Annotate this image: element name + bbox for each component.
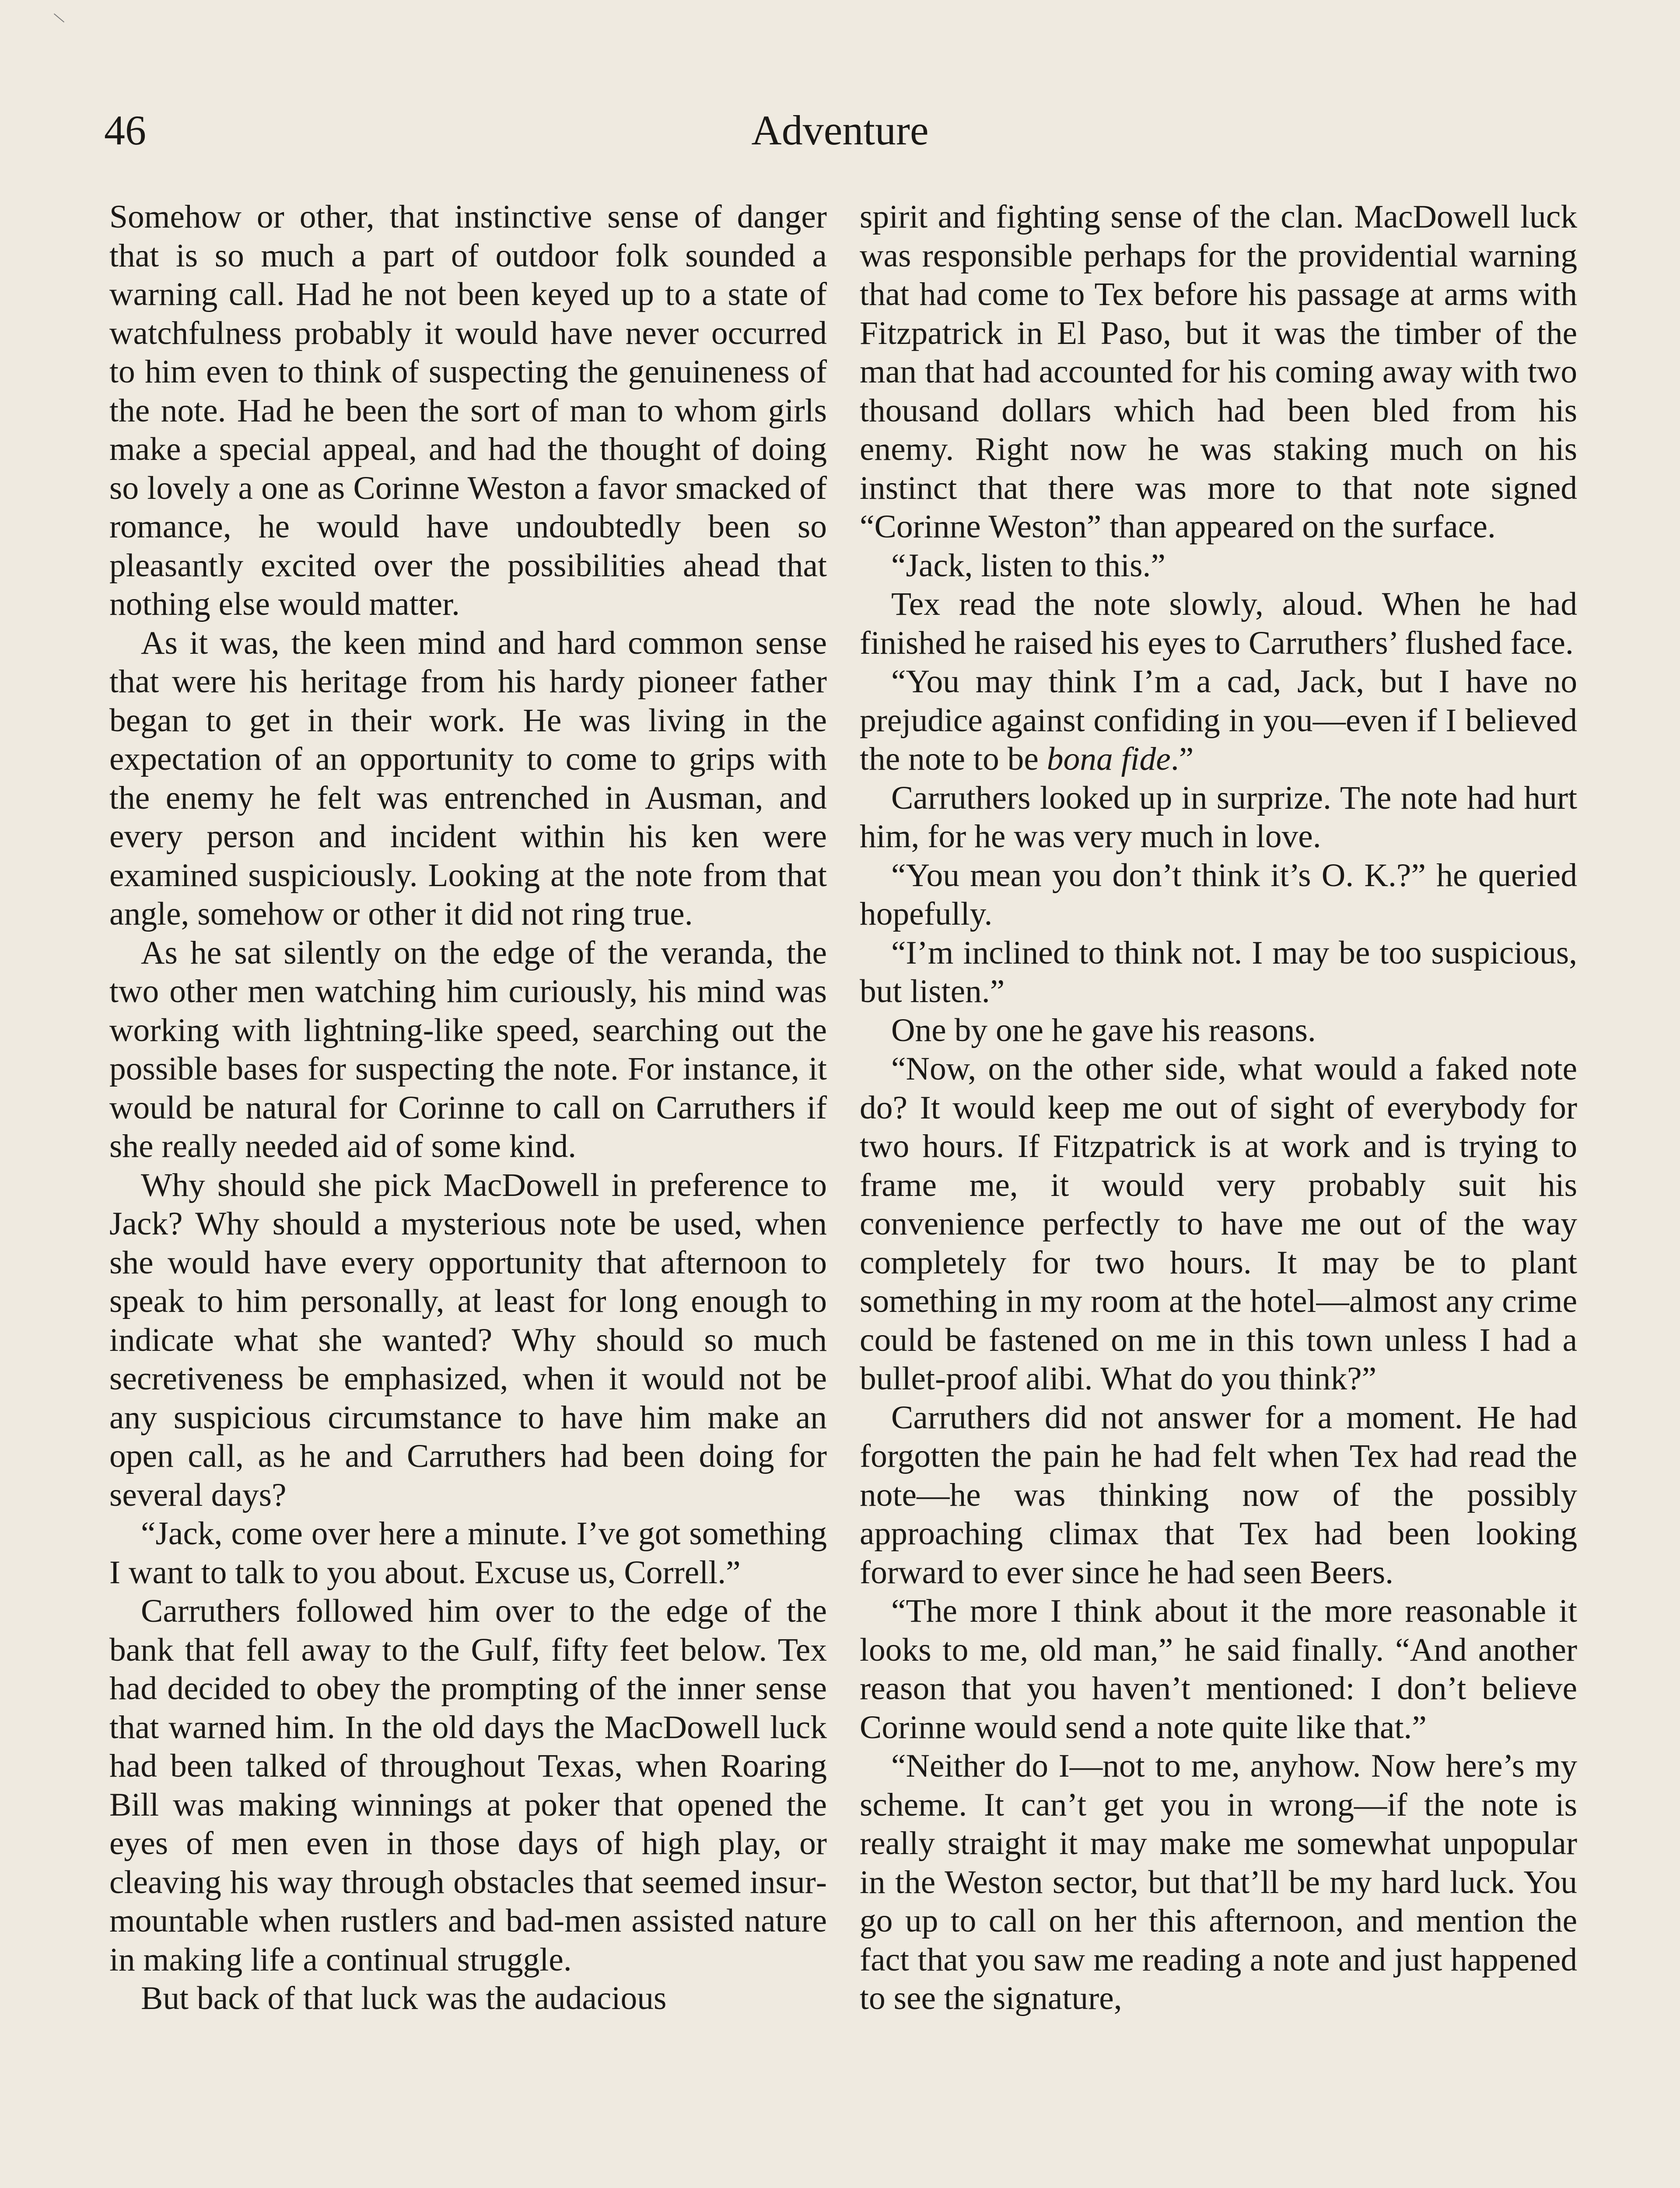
paragraph: As it was, the keen mind and hard common sense that were his heritage from his hardy pioneer father began to get in their work. He was living in the expectation of an opportunity to come to grips with the enemy he felt was entrenched in Ausman, and every person and incident within his ken were examined suspiciously. Looking at the note from that angle, somehow or other it did not ring true. — [109, 624, 827, 932]
paragraph: “Now, on the other side, what would a faked note do? It would keep me out of sight of everybody for two hours. If Fitzpatrick is at work and is trying to frame me, it would very probably suit his convenience perfectly to have me out of the way completely for two hours. It may be to plant something in my room at the hotel—almost any crime could be fastened on me in this town unless I had a bullet-proof alibi. What do you think?” — [860, 1051, 1577, 1397]
paragraph: “Neither do I—not to me, anyhow. Now here’s my scheme. It can’t get you in wrong—if the note is really straight it may make me somewhat unpopular in the Weston sector, but that’ll be my hard luck. You go up to call on her this afternoon, and mention the fact that you saw me reading a note and just happened to see the signature, — [860, 1748, 1577, 2016]
paragraph: “The more I think about it the more reasonable it looks to me, old man,” he said finally. “And another reason that you haven’t mentioned: I don’t believe Corinne would send a note quite like that.” — [860, 1593, 1577, 1746]
paragraph: Tex read the note slowly, aloud. When he had finished he raised his eyes to Carruthers’ flushed face. — [860, 586, 1577, 661]
paragraph — [860, 663, 1577, 779]
paragraph: Why should she pick MacDowell in preference to Jack? Why should a mysterious note be used, when she would have every opportunity that afternoon to speak to him personally, at least for long enough to indicate what she wanted? Why should so much secretiveness be emphasized, when it would not be any suspicious circumstance to have him make an open call, as he and Carruthers had been doing for several days? — [109, 1167, 827, 1513]
running-title: Adventure — [751, 107, 929, 154]
right-column — [860, 198, 1577, 2018]
paragraph: Carruthers followed him over to the edge of the bank that fell away to the Gulf, fifty feet below. Tex had decided to obey the prompting of the inner sense that warned him. In the old days the MacDowell luck had been talked of throughout Texas, when Roaring Bill was making winnings at poker that opened the eyes of men even in those days of high play, or cleaving his way through obstacles that seemed insurmountable when rustlers and bad-men assisted nature in making life a continual struggle. — [109, 1593, 827, 1978]
paragraph-text: “You may think I’m a cad, Jack, but I have no prejudice against confiding in you—even if I believed the note to be — [860, 663, 1577, 777]
paragraph: Carruthers looked up in surprize. The note had hurt him, for he was very much in love. — [860, 779, 1577, 855]
corner-mark — [54, 14, 64, 23]
paragraph: One by one he gave his reasons. — [891, 1012, 1316, 1048]
paragraph: But back of that luck was the audacious — [141, 1980, 667, 2016]
page-number: 46 — [104, 107, 146, 154]
left-column — [109, 198, 827, 2018]
paragraph: “You mean you don’t think it’s O. K.?” he queried hopefully. — [860, 857, 1577, 932]
paragraph: “I’m inclined to think not. I may be too suspicious, but listen.” — [860, 934, 1577, 1010]
italic-phrase: bona fide — [1046, 741, 1171, 777]
paragraph: spirit and fighting sense of the clan. MacDowell luck was responsible perhaps for the providential warning that had come to Tex before his passage at arms with Fitzpatrick in El Paso, but it was the timber of the man that had accounted for his coming away with two thousand dollars which had been bled from his enemy. Right now he was staking much on his instinct that there was more to that note signed “Corinne Weston” than appeared on the surface. — [860, 199, 1577, 545]
paragraph: Somehow or other, that instinctive sense of danger that is so much a part of outdoor folk sounded a warning call. Had he not been keyed up to a state of watchfulness probably it would have never occurred to him even to think of suspecting the genuineness of the note. Had he been the sort of man to whom girls make a special appeal, and had the thought of doing so lovely a one as Corinne Weston a favor smacked of romance, he would have undoubtedly been so pleasantly excited over the possibilities ahead that nothing else would matter. — [109, 199, 827, 622]
paragraph: “Jack, listen to this.” — [891, 547, 1166, 584]
paragraph: Carruthers did not answer for a moment. He had forgotten the pain he had felt when Tex had read the note—he was thinking now of the possibly approaching climax that Tex had been looking forward to ever since he had seen Beers. — [860, 1399, 1577, 1591]
paragraph: As he sat silently on the edge of the veranda, the two other men watching him curiously, his mind was working with lightning-like speed, searching out the possible bases for suspecting the note. For instance, it would be natural for Corinne to call on Carruthers if she really needed aid of some kind. — [109, 934, 827, 1164]
page-header — [0, 104, 1680, 161]
paragraph: “Jack, come over here a minute. I’ve got something I want to talk to you about. Excuse us, Correll.” — [109, 1515, 827, 1591]
paragraph-text-end: .” — [1170, 741, 1194, 777]
